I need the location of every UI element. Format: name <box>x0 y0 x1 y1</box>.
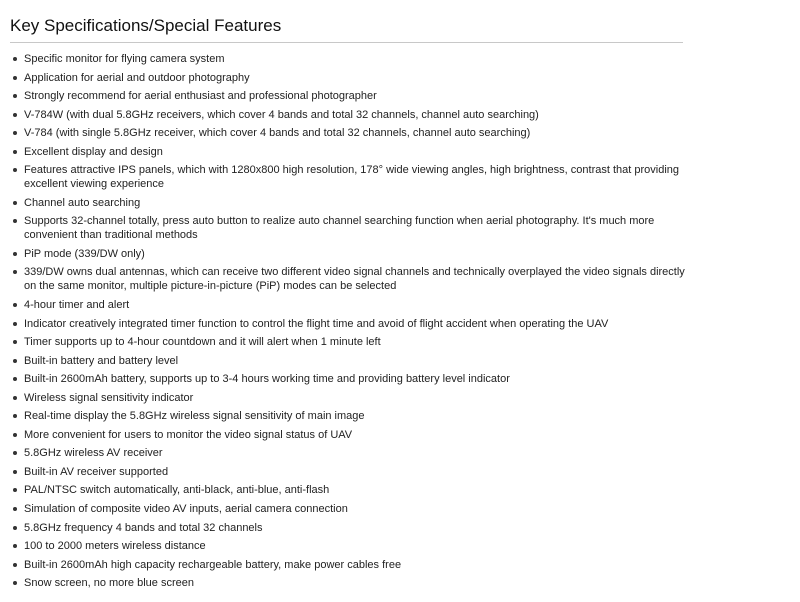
feature-item <box>10 558 686 572</box>
bullet-icon <box>13 470 17 474</box>
bullet-icon <box>13 581 17 585</box>
feature-text: Snow screen, no more blue screen <box>24 577 194 590</box>
bullet-icon <box>13 340 17 344</box>
feature-item <box>10 89 686 103</box>
bullet-icon <box>13 113 17 117</box>
feature-text: 5.8GHz wireless AV receiver <box>24 447 163 460</box>
feature-item <box>10 317 686 331</box>
bullet-icon <box>13 303 17 307</box>
bullet-icon <box>13 201 17 205</box>
bullet-icon <box>13 270 17 274</box>
bullet-icon <box>13 94 17 98</box>
feature-item <box>10 354 686 368</box>
feature-item <box>10 265 686 293</box>
bullet-icon <box>13 168 17 172</box>
feature-text: Timer supports up to 4-hour countdown and it will alert when 1 minute left <box>24 336 381 349</box>
feature-text: Supports 32-channel totally, press auto button to realize auto channel searching function when aerial photography. It's much more convenient than traditional methods <box>24 215 655 242</box>
feature-item <box>10 108 686 122</box>
bullet-icon <box>13 359 17 363</box>
feature-item <box>10 428 686 442</box>
feature-text: PAL/NTSC switch automatically, anti-black, anti-blue, anti-flash <box>24 484 330 497</box>
feature-item <box>10 163 686 191</box>
bullet-icon <box>13 414 17 418</box>
feature-text: 4-hour timer and alert <box>24 299 130 312</box>
feature-item <box>10 126 686 140</box>
feature-text: 339/DW owns dual antennas, which can receive two different video signal channels and technically overplayed the video signals directly on the same monitor, multiple picture-in-picture (PiP) modes can be selected <box>24 266 685 293</box>
section-title: Key Specifications/Special Features <box>10 16 282 35</box>
bullet-icon <box>13 377 17 381</box>
feature-item <box>10 335 686 349</box>
feature-text: Strongly recommend for aerial enthusiast and professional photographer <box>24 90 377 103</box>
feature-text: Built-in battery and battery level <box>24 354 179 367</box>
feature-text: V-784W (with dual 5.8GHz receivers, which cover 4 bands and total 32 channels, channel auto searching) <box>24 108 539 121</box>
feature-text: 100 to 2000 meters wireless distance <box>24 540 206 553</box>
feature-text: Specific monitor for flying camera system <box>24 53 225 65</box>
feature-item <box>10 465 686 479</box>
bullet-icon <box>13 433 17 437</box>
bullet-icon <box>13 57 17 61</box>
feature-item <box>10 483 686 497</box>
feature-item <box>10 539 686 553</box>
bullet-icon <box>13 76 17 80</box>
feature-item <box>10 298 686 312</box>
title-divider <box>10 42 683 43</box>
feature-item <box>10 145 686 159</box>
bullet-icon <box>13 131 17 135</box>
bullet-icon <box>13 322 17 326</box>
feature-text: V-784 (with single 5.8GHz receiver, which cover 4 bands and total 32 channels, channel auto searching) <box>24 127 531 140</box>
feature-item <box>10 576 686 590</box>
feature-text: 5.8GHz frequency 4 bands and total 32 channels <box>24 521 263 534</box>
feature-item <box>10 502 686 516</box>
bullet-icon <box>13 507 17 511</box>
feature-text: Channel auto searching <box>24 196 141 209</box>
feature-text: Indicator creatively integrated timer function to control the flight time and avoid of flight accident when operating the UAV <box>24 317 609 330</box>
feature-text: Built-in AV receiver supported <box>24 465 169 478</box>
bullet-icon <box>13 563 17 567</box>
bullet-icon <box>13 150 17 154</box>
feature-item <box>10 391 686 405</box>
feature-text: Wireless signal sensitivity indicator <box>24 391 194 404</box>
feature-item <box>10 247 686 261</box>
bullet-icon <box>13 451 17 455</box>
feature-text: Built-in 2600mAh high capacity rechargeable battery, make power cables free <box>24 558 402 571</box>
feature-text: Simulation of composite video AV inputs, aerial camera connection <box>24 503 348 516</box>
feature-item <box>10 71 686 85</box>
bullet-icon <box>13 396 17 400</box>
feature-item <box>10 196 686 210</box>
bullet-icon <box>13 544 17 548</box>
feature-text: Features attractive IPS panels, which with 1280x800 high resolution, 178° wide viewing angles, high brightness, contrast that providing excellent viewing experience <box>24 164 679 191</box>
bullet-icon <box>13 488 17 492</box>
feature-list <box>10 52 686 595</box>
feature-item <box>10 409 686 423</box>
feature-text: Real-time display the 5.8GHz wireless signal sensitivity of main image <box>24 410 365 423</box>
feature-item <box>10 446 686 460</box>
bullet-icon <box>13 526 17 530</box>
feature-text: Excellent display and design <box>24 145 163 158</box>
feature-text: PiP mode (339/DW only) <box>24 247 145 260</box>
feature-item <box>10 372 686 386</box>
feature-item <box>10 214 686 242</box>
feature-text: Built-in 2600mAh battery, supports up to 3-4 hours working time and providing battery level indicator <box>24 373 510 386</box>
bullet-icon <box>13 219 17 223</box>
feature-text: More convenient for users to monitor the video signal status of UAV <box>24 428 353 441</box>
feature-item <box>10 521 686 535</box>
bullet-icon <box>13 252 17 256</box>
feature-item <box>10 52 686 66</box>
feature-text: Application for aerial and outdoor photography <box>24 71 250 84</box>
